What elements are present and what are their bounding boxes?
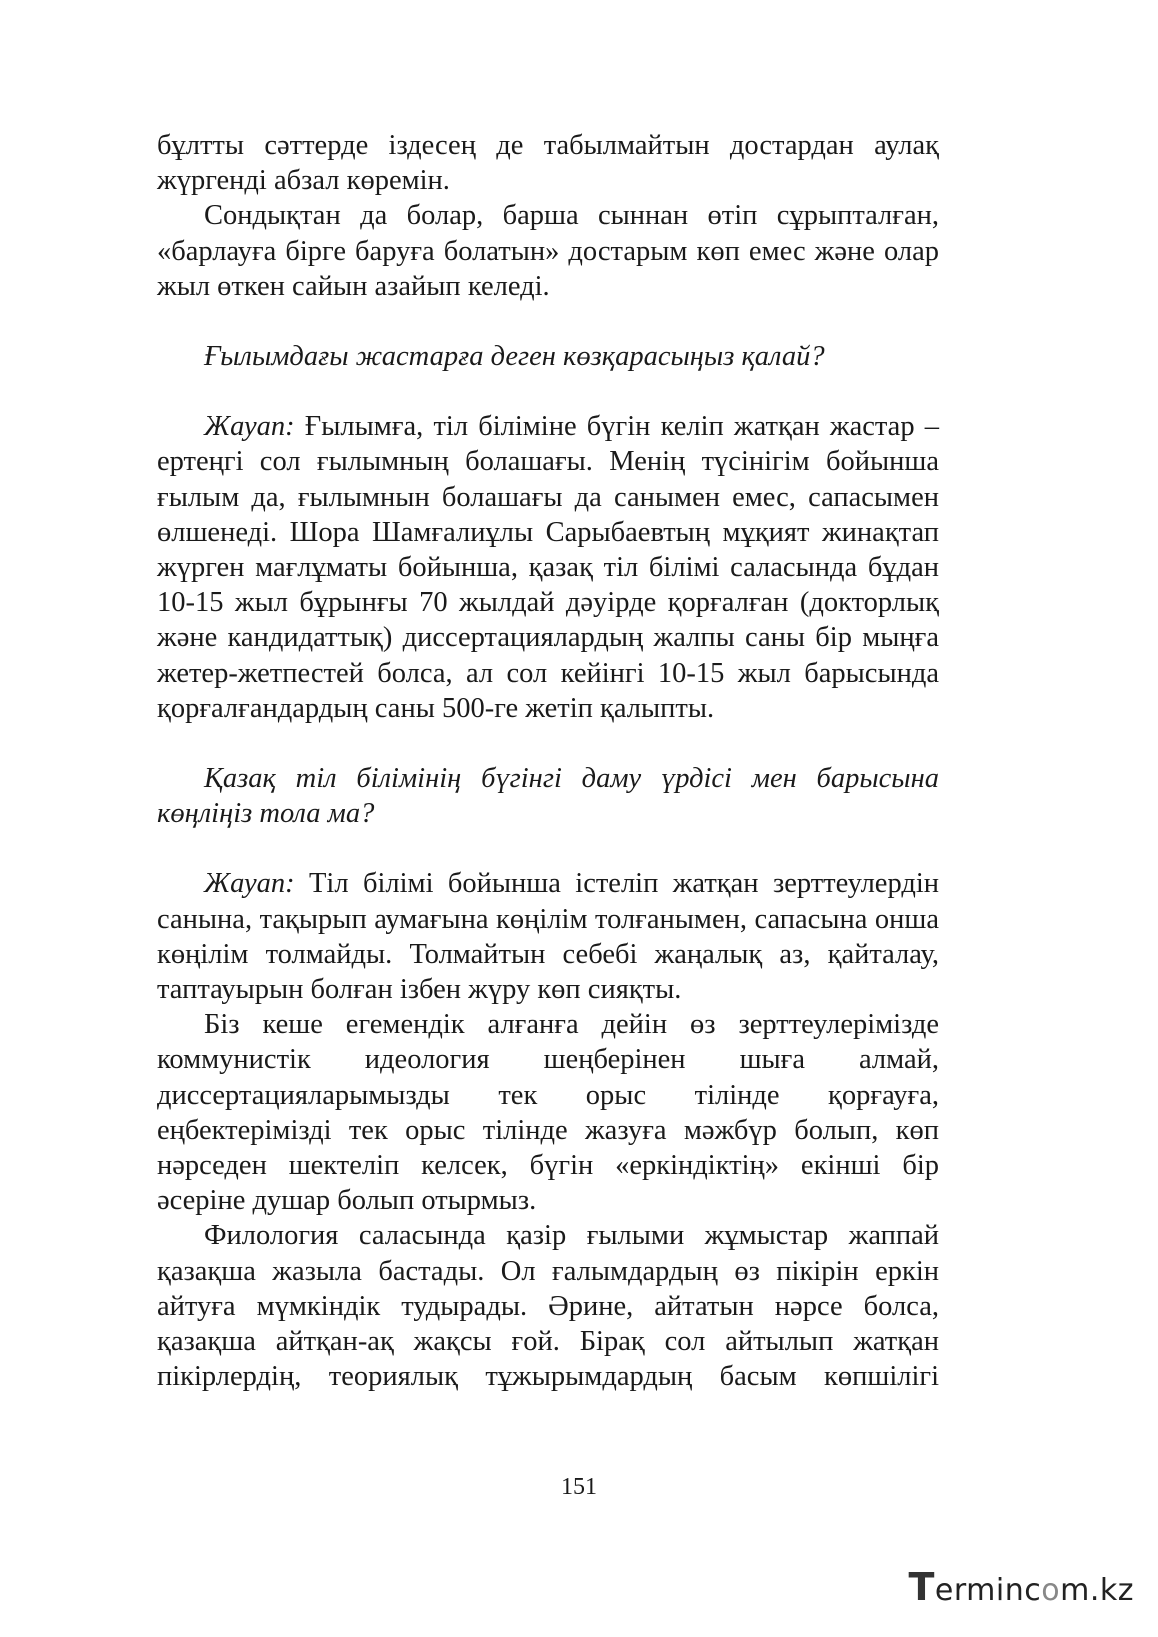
answer-label: Жауап: (204, 411, 295, 443)
magnifier-o-icon: o (1041, 1573, 1061, 1608)
answer-1 (157, 409, 939, 726)
interview-question-2: Қазақ тіл білімінің бүгінгі даму үрдісі мен барысына көңліңіз тола ма? (157, 763, 939, 830)
interview-question-1: Ғылымдағы жастарға деген көзқарасыңыз қалай? (204, 341, 825, 373)
answer-label: Жауап: (204, 868, 295, 900)
page-number: 151 (561, 1474, 597, 1500)
page-text (157, 128, 939, 1395)
answer-2 (157, 866, 939, 1007)
answer-1-text: Ғылымға, тіл біліміне бүгін келіп жатқан жастар – ертеңгі сол ғылымның болашағы. Менің түсінігім бойынша ғылым да, ғылымнын болашағы да санымен емес, сапасымен өлшенеді. Шора Шамғалиұлы Сарыбаевтың мұқият жинақтап жүрген мағлұматы бойынша, қазақ тіл білімі саласында бұдан 10-15 жыл бұрынғы 70 жылдай дәуірде қорғалған (докторлық және кандидаттық) диссертациялардың жалпы саны бір мыңға жетер-жетпестей болса, ал сол кейінгі 10-15 жыл барысында қорғалғандардың саны 500-ге жетіп қалыпты. (157, 411, 939, 724)
paragraph-2: Сондықтан да болар, барша сыннан өтіп сұрыпталған, «барлауға бірге баруға болатын» достарым көп емес және олар жыл өткен сайын азайып келеді. (157, 200, 939, 302)
answer-2-text: Тіл білімі бойынша істеліп жатқан зерттеулердін санына, тақырып аумағына көңілім толғанымен, сапасына онша көңілім толмайды. Толмайтын себебі жаңалық аз, қайталау, таптауырын болған ізбен жүру көп сияқты. (157, 868, 939, 1006)
paragraph-1: бұлтты сәттерде іздесең де табылмайтын достардан аулақ жүргенді абзал көремін. (157, 130, 939, 197)
paragraph-answer-2-cont-2: Филология саласында қазір ғылыми жұмыстар жаппай қазақша жазыла бастады. Ол ғалымдардың өз пікірін еркін айтуға мүмкіндік тудырады. Әрине, айтатын нәрсе болса, қазақша айтқан-ақ жақсы ғой. Бірақ сол айтылып жатқан пікірлердің, теориялық тұжырымдардың басым көпшілігі (157, 1220, 939, 1393)
paragraph-answer-2-cont-1: Біз кеше егемендік алғанға дейін өз зерттеулерімізде коммунистік идеология шеңберінен шыға алмай, диссертацияларымызды тек орыс тілінде қорғауға, еңбектерімізді тек орыс тілінде жазуға мәжбүр болып, көп нәрседен шектеліп келсек, бүгін «еркіндіктің» екінші бір әсеріне душар болып отырмыз. (157, 1009, 939, 1217)
termincom-watermark-logo: T ermin c o m.kz (908, 1565, 1134, 1609)
